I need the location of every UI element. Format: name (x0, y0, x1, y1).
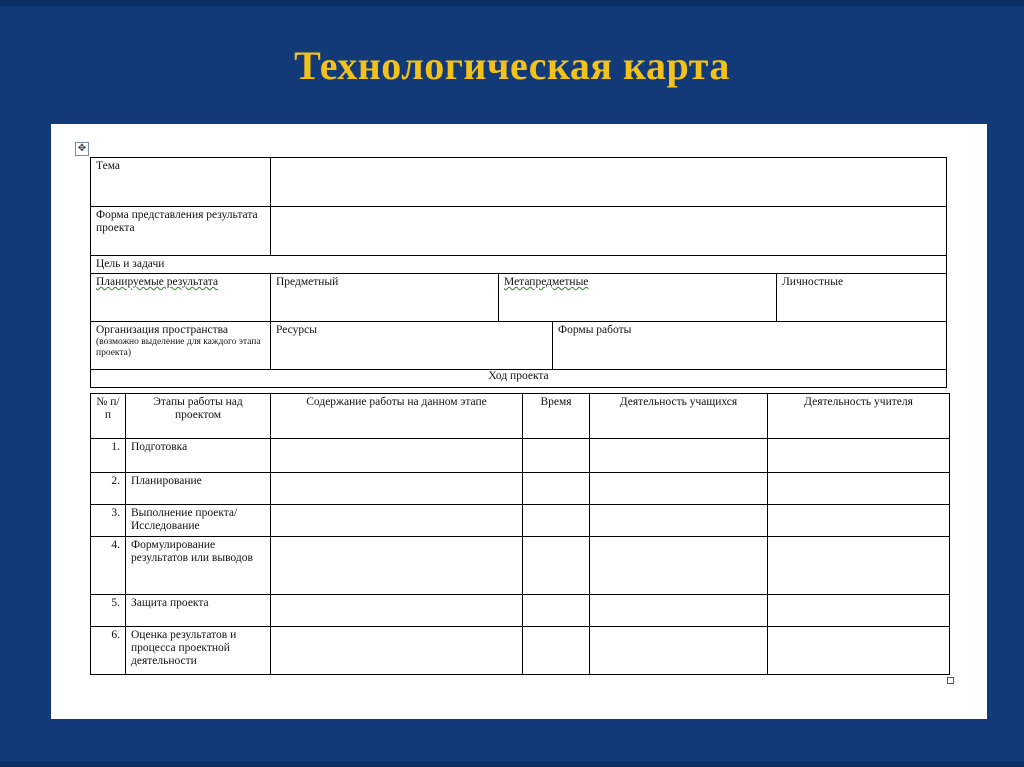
planned-label-text: Планируемые результата (96, 276, 219, 288)
stage-content-cell[interactable] (271, 627, 523, 675)
progress-label: Ход проекта (91, 370, 947, 388)
goal-label: Цель и задачи (91, 256, 947, 274)
stage-name: Оценка результатов и процесса проектной деятельности (126, 627, 271, 675)
stage-name: Формулирование результатов или выводов (126, 537, 271, 595)
header-student-activity: Деятельность учащихся (590, 394, 768, 439)
planned-label (91, 274, 271, 322)
space-label-text: Организация пространства (96, 324, 229, 336)
goal-row (91, 256, 947, 274)
stage-content-cell[interactable] (271, 439, 523, 473)
meta-label-text: Метапредметные (504, 276, 589, 288)
header-teacher-activity: Деятельность учителя (768, 394, 950, 439)
stage-number: 4. (91, 537, 126, 595)
header-content: Содержание работы на данном этапе (271, 394, 523, 439)
header-stage: Этапы работы над проектом (126, 394, 271, 439)
stage-time-cell[interactable] (523, 439, 590, 473)
stage-time-cell[interactable] (523, 473, 590, 505)
planned-results-row (91, 274, 947, 322)
stage-content-cell[interactable] (271, 473, 523, 505)
stage-student-cell[interactable] (590, 627, 768, 675)
stage-content-cell[interactable] (271, 595, 523, 627)
stage-teacher-cell[interactable] (768, 473, 950, 505)
stage-number: 1. (91, 439, 126, 473)
stage-time-cell[interactable] (523, 595, 590, 627)
stage-teacher-cell[interactable] (768, 595, 950, 627)
theme-value-cell[interactable] (271, 158, 947, 207)
stage-teacher-cell[interactable] (768, 505, 950, 537)
stage-student-cell[interactable] (590, 473, 768, 505)
stage-teacher-cell[interactable] (768, 627, 950, 675)
theme-row (91, 158, 947, 207)
stage-name: Подготовка (126, 439, 271, 473)
subject-label[interactable]: Предметный (271, 274, 499, 322)
header-number: № п/п (91, 394, 126, 439)
stage-row (91, 505, 950, 537)
stage-student-cell[interactable] (590, 537, 768, 595)
table-resize-handle[interactable] (947, 677, 954, 684)
stage-name: Планирование (126, 473, 271, 505)
top-frame-bar (0, 0, 1024, 6)
meta-label[interactable] (499, 274, 777, 322)
space-label (91, 322, 271, 370)
progress-row (91, 370, 947, 388)
stage-content-cell[interactable] (271, 505, 523, 537)
project-info-table (90, 157, 947, 388)
space-note: (возможно выделение для каждого этапа проекта) (96, 337, 261, 358)
stage-student-cell[interactable] (590, 505, 768, 537)
work-forms-label[interactable]: Формы работы (553, 322, 947, 370)
header-time: Время (523, 394, 590, 439)
form-value-cell[interactable] (271, 207, 947, 256)
stage-student-cell[interactable] (590, 439, 768, 473)
stage-time-cell[interactable] (523, 537, 590, 595)
stage-student-cell[interactable] (590, 595, 768, 627)
stage-time-cell[interactable] (523, 627, 590, 675)
slide-title: Технологическая карта (294, 43, 730, 88)
stage-row (91, 439, 950, 473)
table-move-handle-icon[interactable]: ✥ (75, 142, 89, 156)
stage-teacher-cell[interactable] (768, 537, 950, 595)
form-label: Форма представления результата проекта (91, 207, 271, 256)
stage-number: 3. (91, 505, 126, 537)
stage-row (91, 473, 950, 505)
space-row (91, 322, 947, 370)
stage-time-cell[interactable] (523, 505, 590, 537)
personal-label[interactable]: Личностные (777, 274, 947, 322)
stage-number: 6. (91, 627, 126, 675)
stage-number: 2. (91, 473, 126, 505)
stage-row (91, 627, 950, 675)
stage-row (91, 595, 950, 627)
stage-teacher-cell[interactable] (768, 439, 950, 473)
theme-label: Тема (91, 158, 271, 207)
stage-content-cell[interactable] (271, 537, 523, 595)
resources-label[interactable]: Ресурсы (271, 322, 553, 370)
form-row (91, 207, 947, 256)
stages-header-row (91, 394, 950, 439)
bottom-frame-bar (0, 761, 1024, 767)
stage-number: 5. (91, 595, 126, 627)
stage-name: Выполнение проекта/Исследование (126, 505, 271, 537)
document-sheet (51, 124, 987, 719)
stage-name: Защита проекта (126, 595, 271, 627)
project-stages-table (90, 393, 950, 675)
stage-row (91, 537, 950, 595)
